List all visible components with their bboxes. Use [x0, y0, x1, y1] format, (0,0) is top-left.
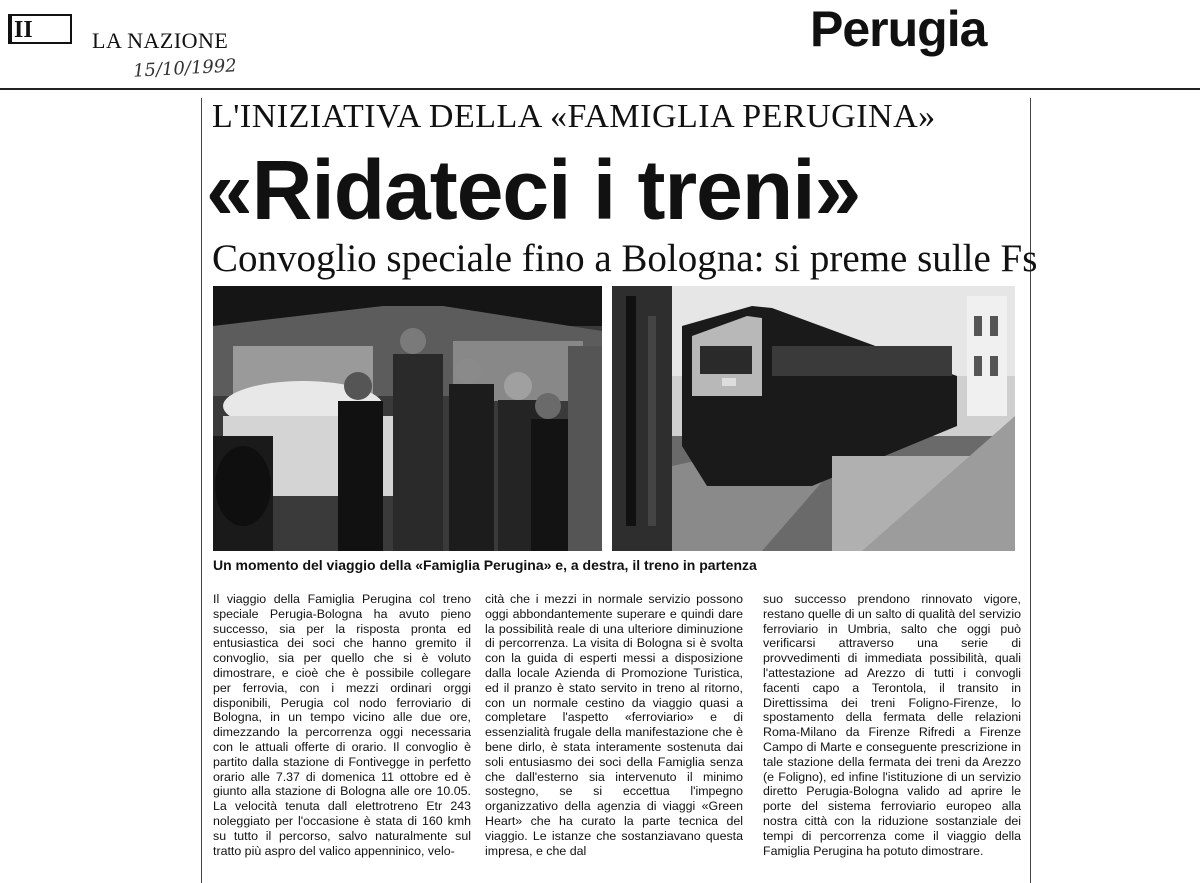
column-text: cità che i mezzi in normale servizio possono oggi abbondantemente superare e quindi dare la possibilità reale di una ulteriore diminuzione di percorrenza. La visita di Bologna si è svolta con la guida di esperti messi a disposizione dalla locale Azienda di Promozione Turistica, ed il pranzo è stato servito in treno al ritorno, con un normale cestino da viaggio quasi a completare l'aspetto «ferroviario» e di essenzialità frugale della manifestazione che è bene dirlo, è stata interamente sostenuta dai soli entusiasmo dei soci della Famiglia senza che dall'esterno sia intervenuto il minimo sostegno, se si eccettua l'impegno organizzativo della agenzia di viaggi «Green Heart» che ha curato la parte tecnica del viaggio. Le istanze che sostanziavano questa impresa, e che dal [485, 592, 743, 858]
article-column-1 [213, 592, 471, 858]
column-rule-left [201, 98, 202, 883]
article-headline: «Ridateci i treni» [206, 143, 861, 237]
photo-passengers [213, 286, 602, 551]
section-title: Perugia [810, 1, 987, 57]
photo-train [612, 286, 1015, 551]
column-text: suo successo prendono rinnovato vigore, restano quelle di un salto di qualità del servizio ferroviario in Umbria, salto che oggi può verificarsi attraverso una serie di provvedimenti di immediata possibilità, quali l'attestazione ad Arezzo di tutti i convogli facenti capo a Terontola, il transito in Direttissima dei treni Foligno-Firenze, lo spostamento della fermata delle relazioni Roma-Milano da Firenze Rifredi a Firenze Campo di Marte e conseguente prescrizione in tale stazione della fermata dei treni da Arezzo (e Foligno), ed infine l'istituzione di un servizio diretto Perugia-Bologna valido ad aprire le porte del sistema ferroviario europeo alla nostra città con la riduzione sostanziale dei tempi di percorrenza come il viaggio della Famiglia Perugina ha potuto dimostrare. [763, 592, 1021, 858]
page-number: II [8, 14, 72, 44]
article-subheadline: Convoglio speciale fino a Bologna: si preme sulle Fs [212, 237, 1038, 280]
column-text: Il viaggio della Famiglia Perugina col treno speciale Perugia-Bologna ha avuto pieno successo, sia per la risposta pronta ed entusiastica dei soci che hanno gremito il convoglio, sia per quello che si è voluto dimostrare, e cioè che è possibile collegare per ferrovia, con i mezzi ordinari orggi disponibili, Perugia col nodo ferroviario di Bologna, in un tempo vicino alle due ore, dimezzando la percorrenza oggi necessaria con le attuali offerte di orario. Il convoglio è partito dalla stazione di Fontivegge in perfetto orario alle 7.37 di domenica 11 ottobre ed è giunto alla stazione di Bologna alle ore 10.05. La velocità tenuta dall elettrotreno Etr 243 noleggiato per l'occasione è stata di 160 kmh su tutto il percorso, salvo naturalmente sul tratto più aspro del valico appenninico, velo- [213, 592, 471, 858]
newspaper-name: LA NAZIONE [92, 28, 229, 53]
article-column-2 [485, 592, 743, 858]
column-rule-right [1030, 98, 1031, 883]
photo-caption: Un momento del viaggio della «Famiglia Perugina» e, a destra, il treno in partenza [213, 557, 757, 573]
handwritten-date: 15/10/1992 [132, 55, 238, 82]
article-column-3 [763, 592, 1021, 858]
article-kicker: L'INIZIATIVA DELLA «FAMIGLIA PERUGINA» [212, 98, 936, 135]
header-rule [0, 88, 1200, 90]
